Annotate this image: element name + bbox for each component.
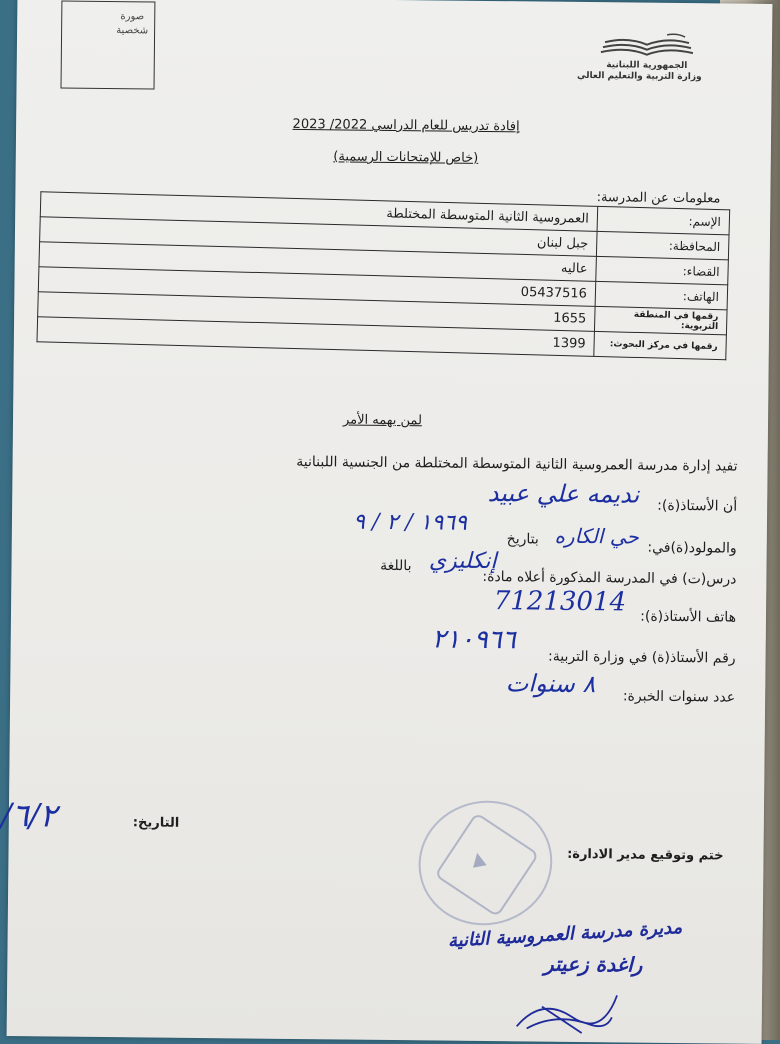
born-place-handwritten: حي الكاره — [554, 523, 639, 549]
teacher-name-handwritten: نديمه علي عبيد — [487, 479, 640, 509]
to-whom-heading: لمن يهمه الأمر — [342, 412, 423, 429]
school-info-table — [36, 191, 730, 360]
table-label: رقمها في المنطقة التربوية: — [594, 306, 727, 334]
signature-scribble-icon — [512, 986, 623, 1037]
date-label: بتاريخ — [506, 531, 539, 548]
born-date-handwritten: ١٩٦٩ / ٢ / ٩ — [353, 509, 468, 536]
cedar-tree-icon: ▲ — [469, 847, 488, 871]
born-label: والمولود(ة)في: — [647, 539, 737, 557]
table-value: 1655 — [38, 292, 595, 332]
document-title: إفادة تدريس للعام الدراسي 2022/ 2023 — [292, 116, 520, 135]
photo-box — [61, 1, 156, 90]
photo-label-line2: شخصية — [116, 25, 149, 37]
experience-label: عدد سنوات الخبرة: — [622, 688, 736, 706]
table-value: جبل لبنان — [40, 217, 597, 257]
book-logo-icon — [597, 32, 697, 61]
director-title-signature: مديرة مدرسة العمروسية الثانية — [447, 916, 684, 952]
table-value: 05437516 — [38, 267, 595, 307]
ministry-number-handwritten: ٢١٠٩٦٦ — [431, 624, 516, 656]
phone-label: هاتف الأستاذ(ة): — [640, 608, 737, 626]
photo-box-label — [116, 10, 148, 38]
school-info-label: معلومات عن المدرسة: — [596, 190, 721, 207]
teacher-label: أن الأستاذ(ة): — [657, 497, 738, 515]
table-label: الهاتف: — [595, 281, 728, 309]
date-footer-handwritten: ٦/٢/ — [0, 795, 58, 835]
ministry-line2: وزارة التربية والتعليم العالي — [576, 70, 702, 83]
taught-label: درس(ت) في المدرسة المذكورة أعلاه مادة: — [482, 568, 737, 588]
table-value: 1399 — [37, 317, 594, 357]
stamp-signature-label: ختم وتوقيع مدير الادارة: — [567, 846, 724, 864]
photo-label-line1: صورة — [120, 11, 145, 23]
subject-handwritten: إنكليزي — [428, 548, 497, 575]
table-label: المحافظة: — [596, 231, 729, 259]
language-label: باللغة — [380, 557, 412, 575]
table-value: العمروسية الثانية المتوسطة المختلطة — [40, 192, 597, 232]
table-label: رقمها في مركز البحوث: — [594, 331, 727, 359]
ministry-logo — [576, 32, 702, 93]
intro-text: تفيد إدارة مدرسة العمروسية الثانية المتوسطة المختلطة من الجنسية اللبنانية — [296, 453, 738, 475]
table-value: عاليه — [39, 242, 596, 282]
director-name-signature: راغدة زعيتر — [543, 951, 643, 977]
school-stamp — [407, 789, 563, 937]
table-label: الإسم: — [597, 206, 730, 234]
teacher-phone-handwritten: 71213014 — [493, 586, 627, 618]
table-label: القضاء: — [596, 256, 729, 284]
ministry-number-label: رقم الأستاذ(ة) في وزارة التربية: — [548, 648, 736, 667]
experience-handwritten: ٨ سنوات — [505, 669, 596, 699]
document-subtitle: (خاص للإمتحانات الرسمية) — [333, 149, 479, 166]
date-footer-label: التاريخ: — [132, 815, 180, 831]
ministry-line1: الجمهورية اللبنانية — [606, 60, 688, 72]
